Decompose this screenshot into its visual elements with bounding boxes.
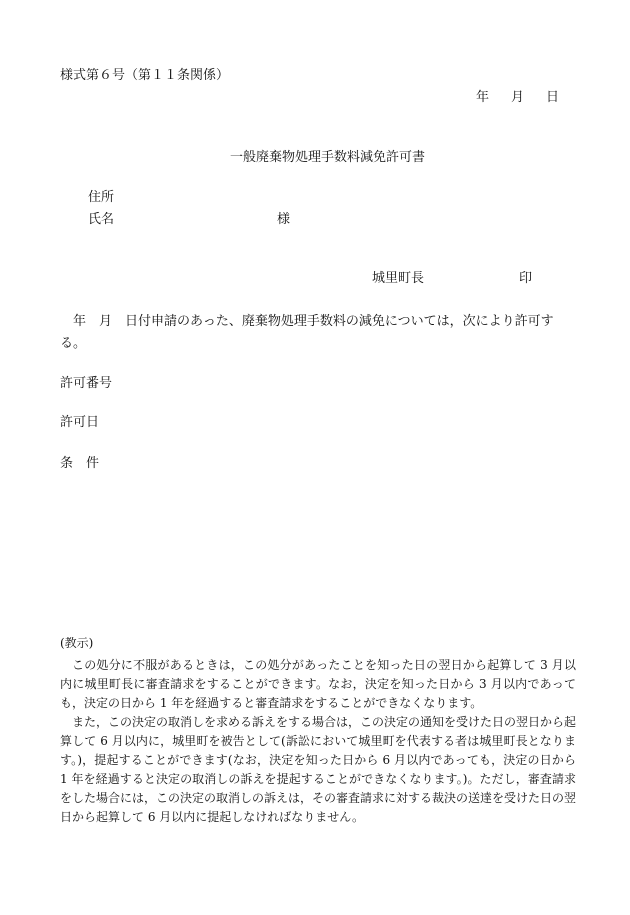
date-day-label: 日 bbox=[546, 90, 560, 105]
conditions-label: 条 件 bbox=[60, 456, 100, 471]
permit-date-label: 許可日 bbox=[60, 415, 100, 430]
issuer-name: 城里町長 bbox=[372, 271, 425, 286]
honorific: 様 bbox=[277, 212, 291, 227]
address-label: 住所 bbox=[88, 190, 115, 205]
notice-paragraph: また，この決定の取消しを求める訴えをする場合は，この決定の通知を受けた日の翌日から起算して 6 月以内に，城里町を被告として(訴訟において城里町を代表する者は城里町長となります。)，提起することができます(なお，決定を知った日から 6 月以内であっても，決定の日から 1 年を経過すると決定の取消しの訴えを提起することができなくなります。)。ただし，審査請求をした場合には，この決定の取消しの訴えは，その審査請求に対する裁決の送達を受けた日の翌日から起算して 6 月以内に提起しなければなりません。 bbox=[60, 715, 577, 824]
date-month-label: 月 bbox=[511, 90, 525, 105]
permit-number-label: 許可番号 bbox=[60, 376, 113, 391]
notice-heading: (教示) bbox=[60, 636, 94, 650]
seal-mark: 印 bbox=[519, 271, 533, 286]
body-paragraph: 年 月 日付申請のあった、廃棄物処理手数料の減免については，次により許可する。 bbox=[60, 314, 554, 351]
form-number: 様式第６号（第１１条関係） bbox=[60, 68, 230, 83]
date-year-label: 年 bbox=[476, 90, 490, 105]
date-line bbox=[476, 90, 559, 106]
document-title: 一般廃棄物処理手数料減免許可書 bbox=[230, 150, 426, 165]
name-label: 氏名 bbox=[88, 212, 115, 227]
notice-paragraph: この処分に不服があるときは，この処分があったことを知った日の翌日から起算して 3 月以内に城里町長に審査請求をすることができます。なお，決定を知った日から 3 月以内であっても，決定の日から 1 年を経過すると審査請求をすることができなくなります。 bbox=[60, 658, 576, 710]
